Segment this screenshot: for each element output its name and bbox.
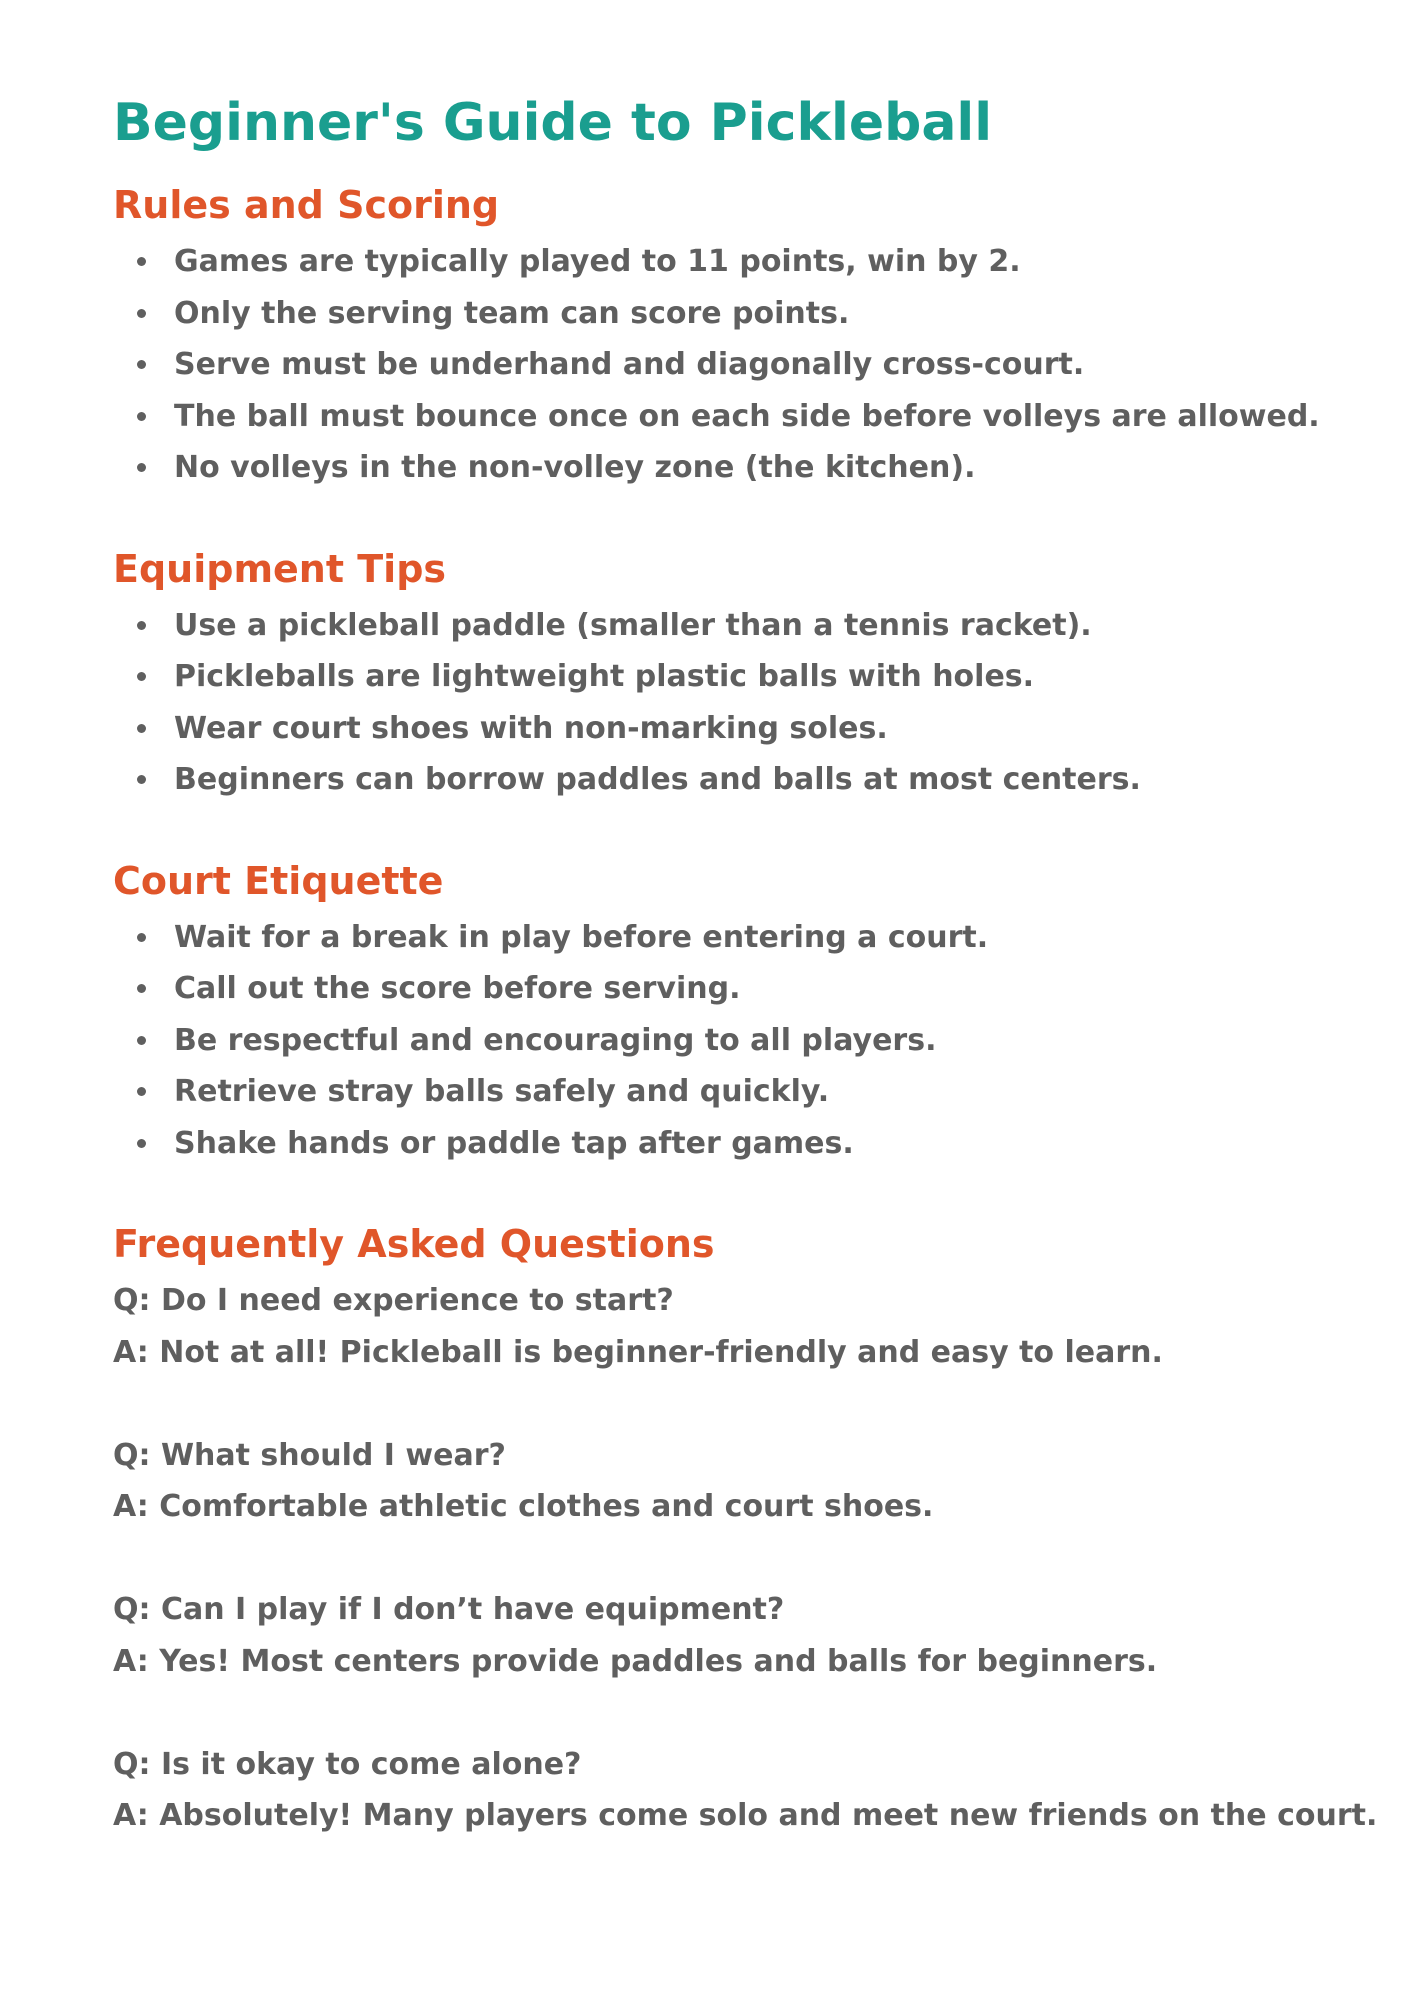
list-item-text: Beginners can borrow paddles and balls at most centers. [174,762,1141,797]
list-item [113,1066,1301,1118]
faq-answer: A: Comfortable athletic clothes and court shoes. [113,1489,934,1524]
faq-item [113,1275,1301,1378]
list-item-text: Call out the score before serving. [174,971,741,1006]
bullet-icon [137,1036,146,1045]
list-item [113,391,1320,443]
faq-item [113,1584,1301,1687]
list-item-text: No volleys in the non-volley zone (the kitchen). [174,450,976,485]
list-item [113,754,1301,806]
list-item [113,600,1301,652]
list-item-text: Serve must be underhand and diagonally cross-court. [174,347,1085,382]
list-item [113,651,1301,703]
list-item-text: Be respectful and encouraging to all players. [174,1022,937,1058]
faq-item [113,1430,1301,1533]
list-item-text: Wait for a break in play before entering a court. [174,919,989,955]
bullet-icon [137,360,146,369]
list-item-text: Pickleballs are lightweight plastic balls with holes. [174,659,1035,694]
section-heading: Equipment Tips [113,546,447,591]
list-item-text: Only the serving team can score points. [174,295,850,331]
page-title: Beginner's Guide to Pickleball [113,93,993,153]
list-item-text: Shake hands or paddle tap after games. [174,1125,854,1161]
bullet-icon [137,724,146,733]
list-item [113,1118,1301,1170]
bullet-icon [137,257,146,266]
faq-question: Q: What should I wear? [113,1437,506,1473]
bullet-icon [137,1139,146,1148]
faq-list [113,1275,1378,1842]
bullet-icon [137,672,146,681]
list-item [113,236,1301,288]
faq-answer: A: Not at all! Pickleball is beginner-friendly and easy to learn. [113,1334,1163,1370]
bullet-list [113,600,1301,806]
section-rules-and-scoring [113,180,1320,494]
list-item [113,912,1301,964]
section-heading: Court Etiquette [113,858,444,903]
list-item [113,288,1301,340]
faq-answer: A: Absolutely! Many players come solo and meet new friends on the court. [113,1798,1378,1833]
bullet-list [113,912,1301,1170]
faq-item [113,1739,1378,1842]
list-item [113,442,1301,494]
faq-answer: A: Yes! Most centers provide paddles and balls for beginners. [113,1643,1158,1679]
list-item [113,963,1301,1015]
list-item [113,703,1301,755]
faq-question: Q: Do I need experience to start? [113,1283,674,1318]
faq-question: Q: Can I play if I don’t have equipment? [113,1592,785,1627]
bullet-icon [137,1087,146,1096]
bullet-icon [137,933,146,942]
bullet-icon [137,309,146,318]
list-item-text: The ball must bounce once on each side before volleys are allowed. [174,398,1320,434]
bullet-icon [137,775,146,784]
list-item [113,339,1301,391]
bullet-icon [137,984,146,993]
section-faq [113,1219,1378,1842]
list-item-text: Wear court shoes with non-marking soles. [174,710,888,746]
bullet-icon [137,463,146,472]
list-item-text: Use a pickleball paddle (smaller than a tennis racket). [174,607,1092,643]
bullet-icon [137,412,146,421]
section-heading: Rules and Scoring [113,183,500,227]
list-item [113,1015,1301,1067]
section-court-etiquette [113,856,1301,1170]
bullet-icon [137,621,146,630]
list-item-text: Games are typically played to 11 points, win by 2. [174,244,1021,279]
section-equipment-tips [113,544,1301,806]
bullet-list [113,236,1320,494]
faq-question: Q: Is it okay to come alone? [113,1746,582,1782]
list-item-text: Retrieve stray balls safely and quickly. [174,1074,830,1109]
section-heading: Frequently Asked Questions [113,1222,715,1266]
